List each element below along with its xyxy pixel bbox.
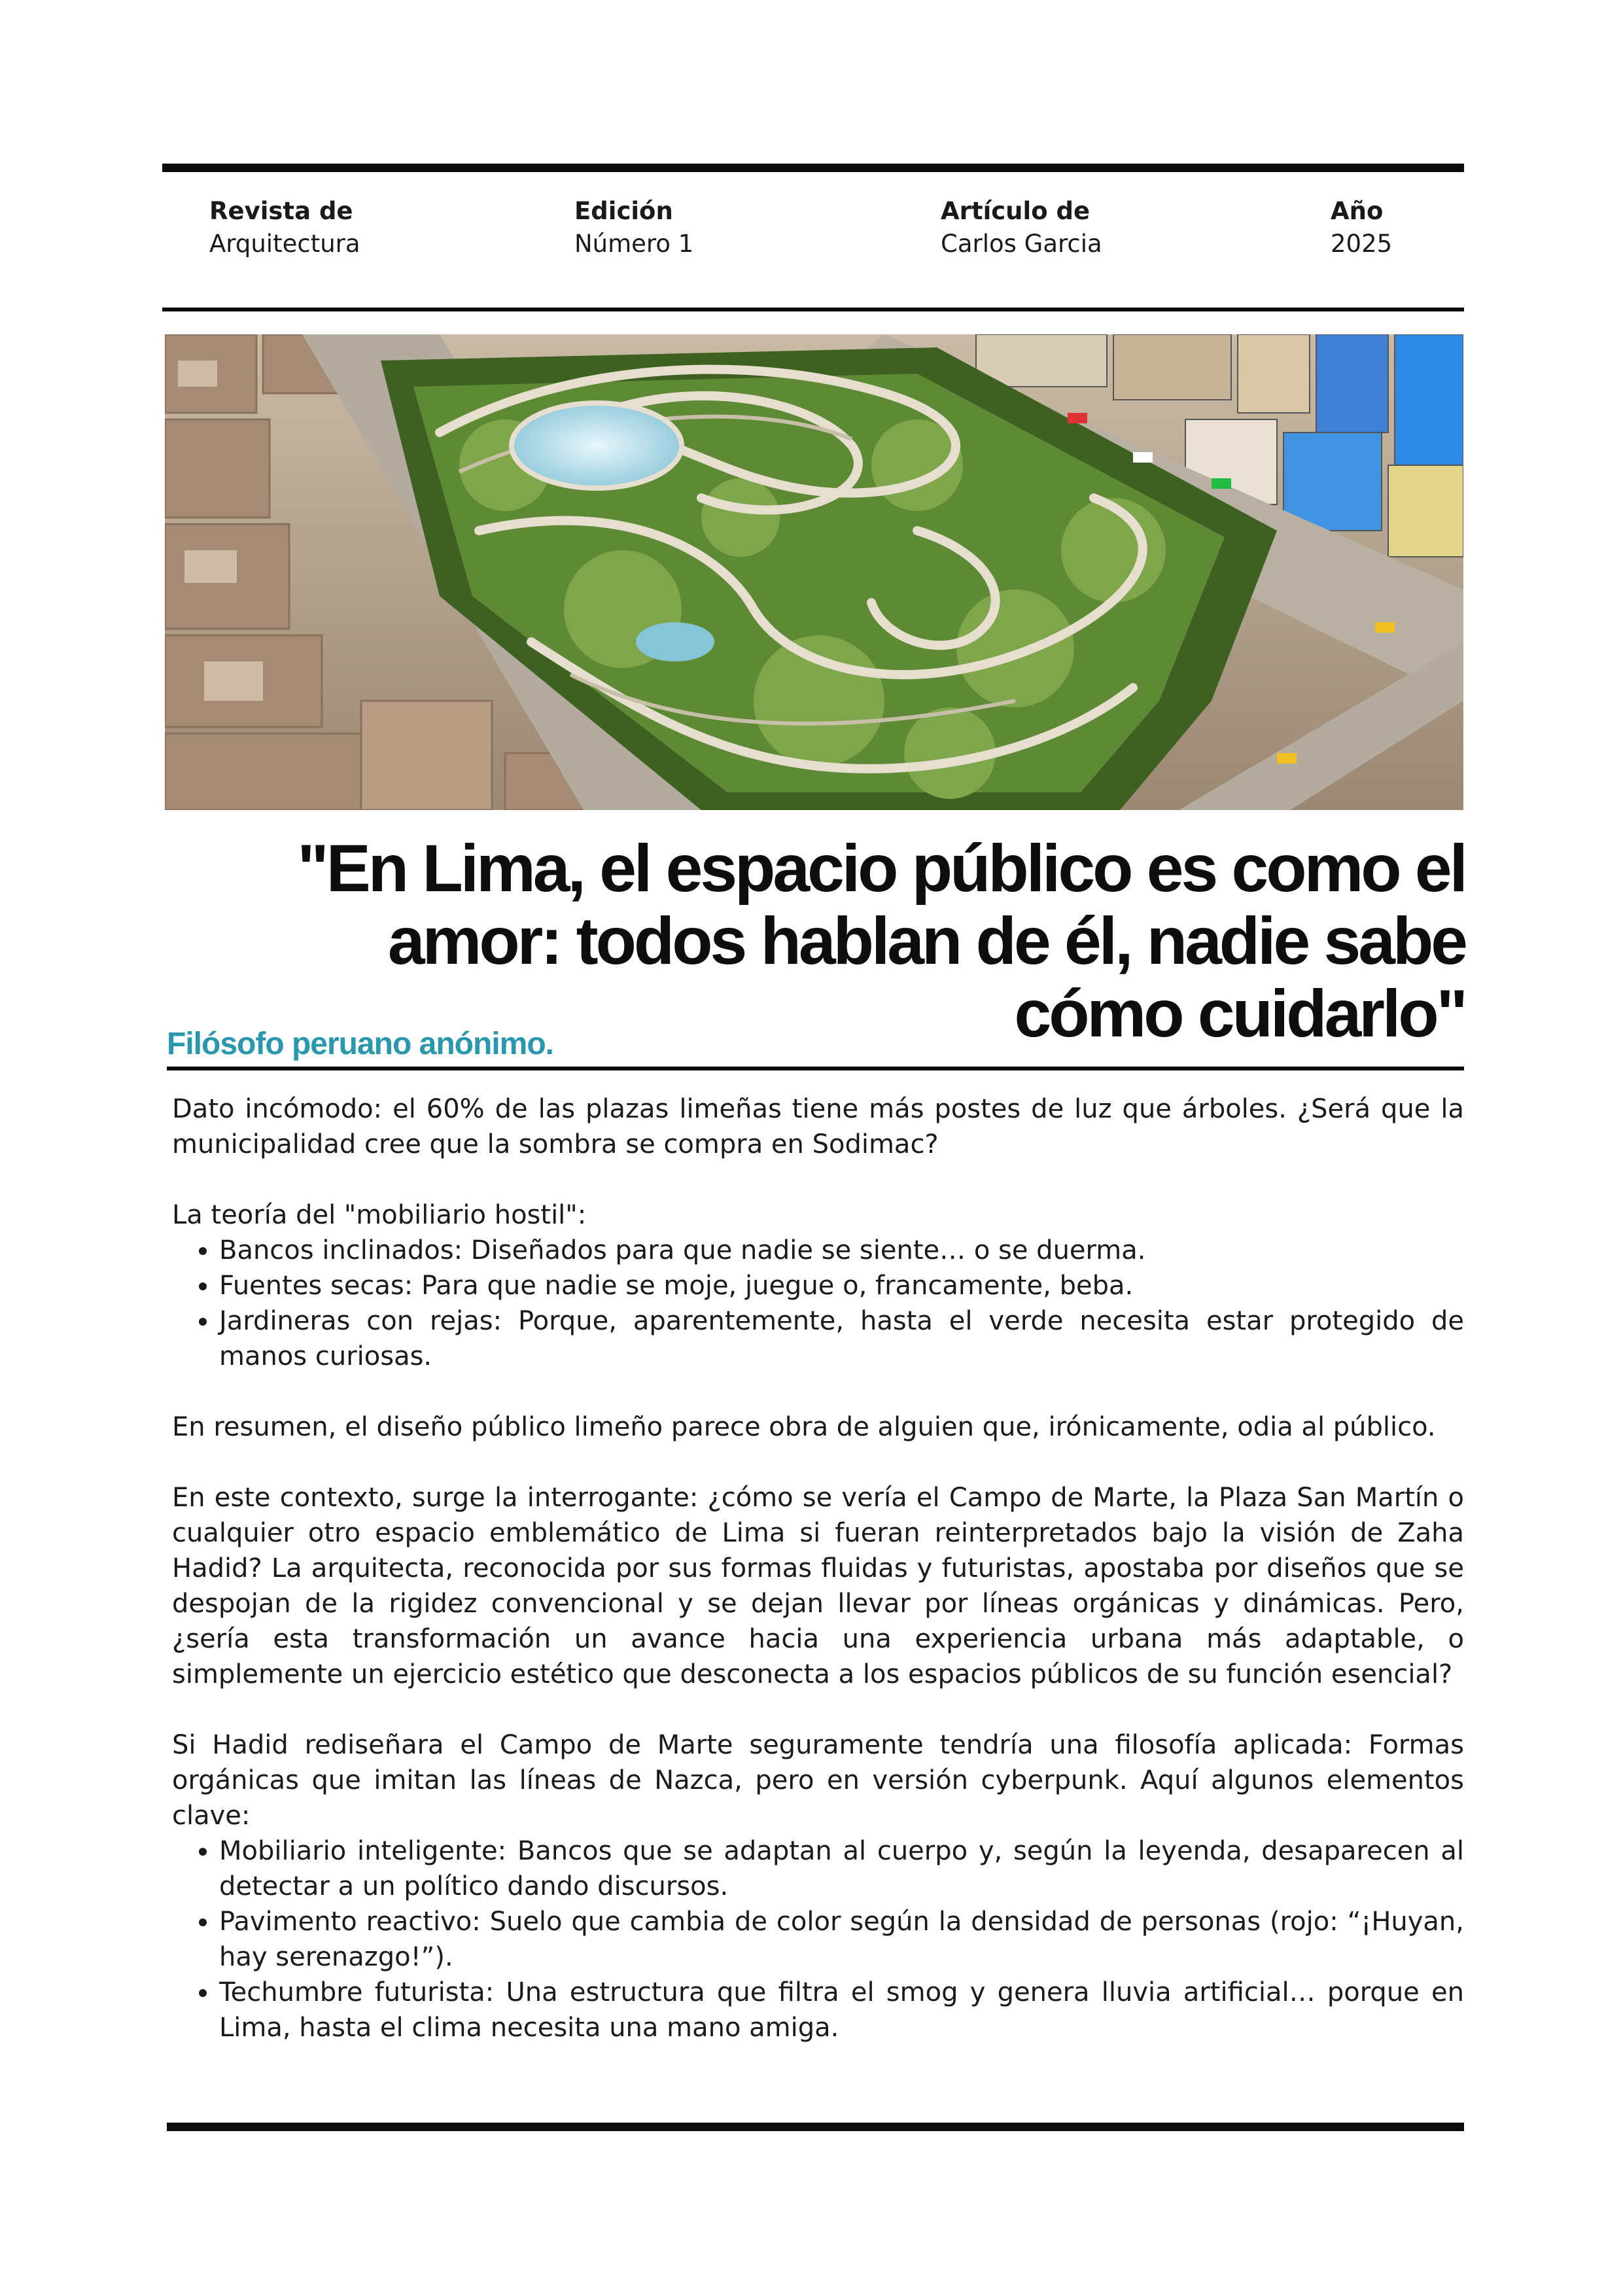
header-col-author: [941, 195, 1102, 260]
header-col-edition: [574, 195, 693, 260]
header-value: 2025: [1331, 230, 1393, 258]
list-item: • Mobiliario inteligente: Bancos que se adaptan al cuerpo y, según la leyenda, desaparecen al detectar a un político dando discursos.: [219, 1833, 1464, 1904]
quote-line: "En Lima, el espacio público es como el: [297, 831, 1465, 906]
list-item: • Techumbre futurista: Una estructura que filtra el smog y genera lluvia artificial… porque en Lima, hasta el clima necesita una mano amiga.: [219, 1975, 1464, 2045]
header-label: Revista de: [209, 197, 353, 225]
hostile-furniture-list: [172, 1233, 1464, 1374]
list-item: • Pavimento reactivo: Suelo que cambia de color según la densidad de personas (rojo: “¡Huyan, hay serenazgo!”).: [219, 1904, 1464, 1975]
paragraph: La teoría del "mobiliario hostil":: [172, 1200, 587, 1230]
hero-aerial-park-image: [165, 334, 1463, 810]
paragraph: En este contexto, surge la interrogante: ¿cómo se vería el Campo de Marte, la Plaza San Martín o cualquier otro espacio emblemático de Lima si fueran reinterpretados bajo la visión de Zaha Hadid? La arquitecta, reconocida por sus formas fluidas y futuristas, apostaba por diseños que se despojan de la rigidez convencional y se dejan llevar por líneas orgánicas y dinámicas. Pero, ¿sería esta transformación un avance hacia una experiencia urbana más adaptable, o simplemente un ejercicio estético que desconecta a los espacios públicos de su función esencial?: [172, 1483, 1464, 1689]
paragraph: Dato incómodo: el 60% de las plazas limeñas tiene más postes de luz que árboles. ¿Será que la municipalidad cree que la sombra se compra en Sodimac?: [172, 1094, 1464, 1159]
header-col-magazine: [209, 195, 360, 260]
header-label: Año: [1331, 197, 1384, 225]
header-col-year: [1331, 195, 1392, 260]
top-rule: [162, 164, 1464, 172]
list-item: • Fuentes secas: Para que nadie se moje, juegue o, francamente, beba.: [219, 1268, 1464, 1303]
quote-line: amor: todos hablan de él, nadie sabe: [387, 904, 1465, 978]
header-value: Carlos Garcia: [941, 230, 1102, 258]
header-value: Arquitectura: [209, 230, 360, 258]
header-label: Edición: [574, 197, 673, 225]
pull-quote: [249, 832, 1465, 1050]
header-label: Artículo de: [941, 197, 1091, 225]
article-body: [172, 1091, 1464, 2045]
list-item: • Bancos inclinados: Diseñados para que nadie se siente… o se duerma.: [219, 1233, 1464, 1268]
quote-bottom-rule: [167, 1067, 1464, 1070]
hero-illustration: [165, 334, 1463, 810]
paragraph: Si Hadid rediseñara el Campo de Marte seguramente tendría una filosofía aplicada: Formas orgánicas que imitan las líneas de Nazca, pero en versión cyberpunk. Aquí algunos elementos clave:: [172, 1730, 1464, 1831]
bottom-rule: [167, 2123, 1464, 2131]
header-bottom-rule: [162, 308, 1464, 311]
header-value: Número 1: [574, 230, 694, 258]
quote-line: cómo cuidarlo": [1014, 976, 1465, 1051]
key-elements-list: [172, 1833, 1464, 2045]
paragraph: En resumen, el diseño público limeño parece obra de alguien que, irónicamente, odia al público.: [172, 1412, 1436, 1442]
list-item: • Jardineras con rejas: Porque, aparentemente, hasta el verde necesita estar protegido de manos curiosas.: [219, 1303, 1464, 1374]
quote-attribution: Filósofo peruano anónimo.: [167, 1027, 553, 1061]
